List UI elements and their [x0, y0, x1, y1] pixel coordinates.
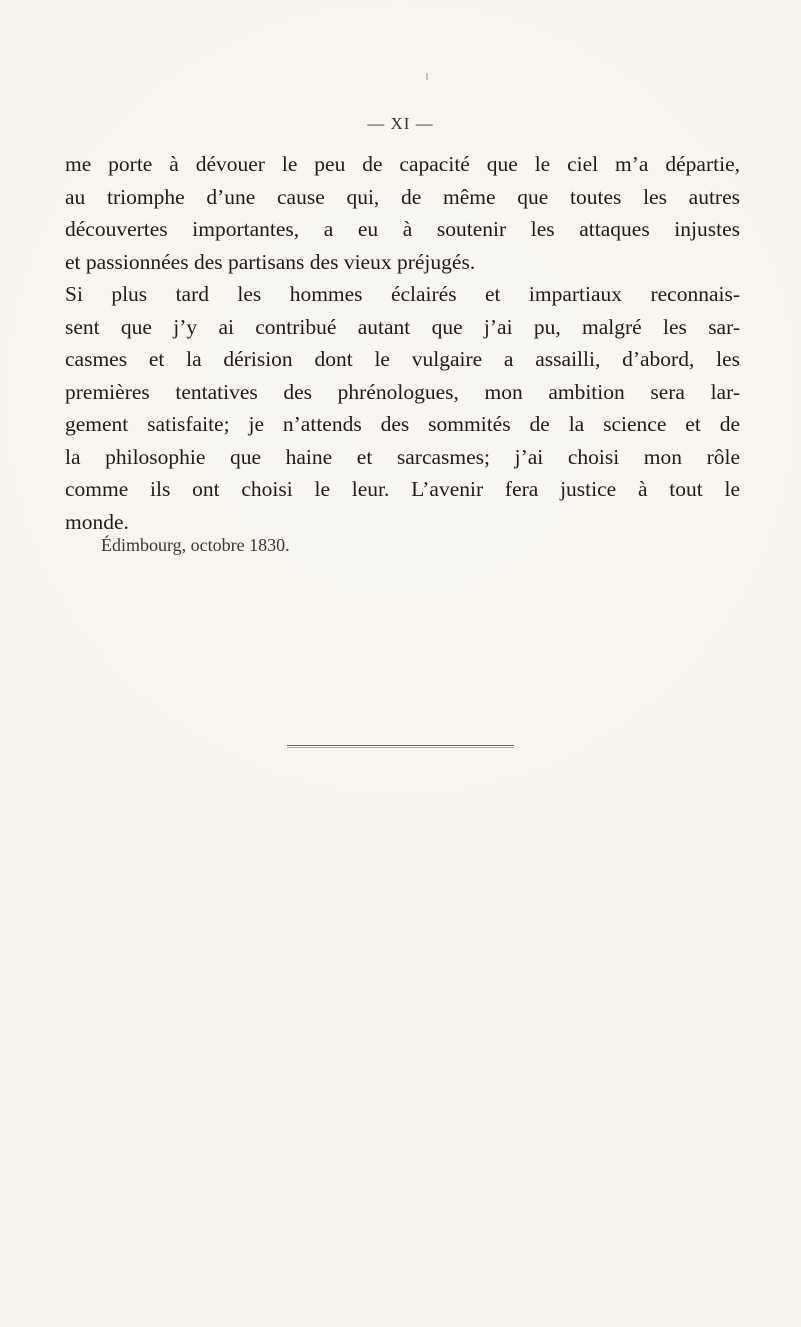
body-line-5: Si plus tard les hommes éclairés et impartiaux reconnais- — [65, 282, 740, 306]
body-line-11: comme ils ont choisi le leur. L’avenir fera justice à tout le — [65, 477, 740, 501]
paper-speck — [426, 73, 428, 80]
body-text — [65, 148, 740, 538]
body-line-9: gement satisfaite; je n’attends des sommités de la science et de — [65, 412, 740, 436]
page-number: — XI — — [367, 114, 434, 133]
body-line-1: me porte à dévouer le peu de capacité que le ciel m’a départie, — [65, 152, 740, 176]
body-line-3: découvertes importantes, a eu à soutenir les attaques injustes — [65, 217, 740, 241]
body-line-10: la philosophie que haine et sarcasmes; j’ai choisi mon rôle — [65, 444, 740, 469]
body-line-7: casmes et la dérision dont le vulgaire a assailli, d’abord, les — [65, 347, 740, 371]
body-line-4: et passionnées des partisans des vieux préjugés. — [65, 249, 476, 274]
place-date-signature: Édimbourg, octobre 1830. — [101, 535, 290, 555]
body-line-2: au triomphe d’une cause qui, de même que toutes les autres — [65, 184, 740, 209]
body-line-8: premières tentatives des phrénologues, mon ambition sera lar- — [65, 379, 740, 404]
body-line-12: monde. — [65, 509, 129, 534]
section-divider — [287, 745, 514, 746]
body-line-6: sent que j’y ai contribué autant que j’ai pu, malgré les sar- — [65, 314, 740, 339]
